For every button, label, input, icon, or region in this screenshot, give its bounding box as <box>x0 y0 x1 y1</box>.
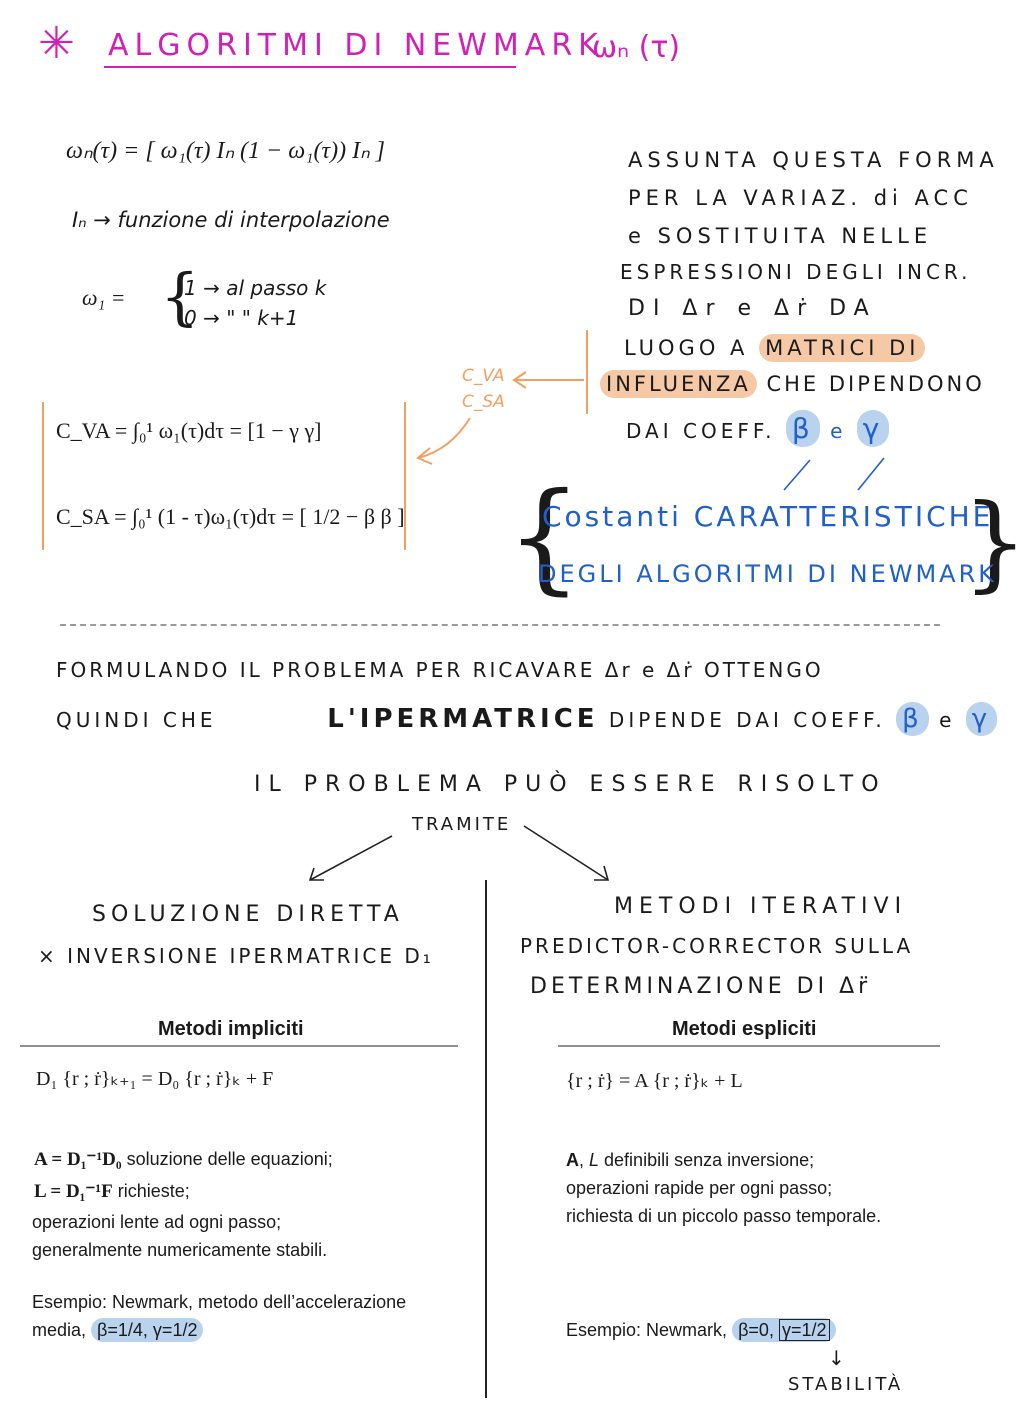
explicit-params-highlight <box>732 1318 835 1342</box>
arrow-tramite-left <box>310 836 392 880</box>
page-subtitle: ωₙ (τ) <box>592 30 681 65</box>
left-branch-line-1: SOLUZIONE DIRETTA <box>92 902 404 927</box>
hypermatrix-label: L'IPERMATRICE <box>327 704 599 734</box>
note-line-3: e SOSTITUITA NELLE <box>628 224 933 248</box>
implicit-a-line <box>34 1148 333 1171</box>
implicit-example: Esempio: Newmark, metodo dell’accelerazione <box>32 1292 407 1312</box>
implicit-a-text: soluzione delle equazioni; <box>126 1149 333 1169</box>
implicit-a-def: A = D₁⁻¹D₀ <box>34 1149 122 1170</box>
w1-case-1: 1 → al passo k <box>184 276 327 300</box>
note-line-7-text: CHE DIPENDONO <box>766 372 985 396</box>
right-branch-line-3: DETERMINAZIONE DI Δr̈ <box>530 974 872 999</box>
right-branch-line-2: PREDICTOR-CORRECTOR SULLA <box>520 934 914 958</box>
formulation-and: e <box>939 708 956 732</box>
explicit-l: L <box>589 1150 600 1170</box>
explicit-a: A <box>566 1150 579 1170</box>
note-line-6-text: LUOGO A <box>624 336 749 360</box>
explicit-example <box>566 1320 836 1341</box>
gamma-highlight-2: γ <box>966 702 997 736</box>
formulation-line-2c: DIPENDE DAI COEFF. <box>608 708 886 732</box>
section-separator <box>60 624 940 626</box>
beta-highlight-2: β <box>896 702 929 736</box>
constants-line-2: DEGLI ALGORITMI DI NEWMARK <box>538 560 997 588</box>
implicit-example-2-text: media, <box>32 1320 87 1340</box>
cva-formula: C_VA = ∫₀¹ ω₁(τ)dτ = [1 − γ γ] <box>56 418 322 443</box>
csa-label: C_SA <box>462 392 505 412</box>
explicit-text-1 <box>566 1150 814 1171</box>
implicit-equation: D₁ {r ; ṙ}ₖ₊₁ = D₀ {r ; ṙ}ₖ + F <box>36 1068 274 1090</box>
implicit-l-def: L = D₁⁻¹F <box>34 1181 113 1202</box>
beta-highlight: β <box>786 410 820 447</box>
influence-matrix-highlight: MATRICI DI <box>759 334 925 362</box>
star-icon: ✳ <box>38 18 75 69</box>
explicit-example-text: Esempio: Newmark, <box>566 1320 728 1340</box>
coefficient-bracket-left <box>42 402 44 550</box>
implicit-example-2 <box>32 1320 203 1341</box>
left-branch-line-2: × INVERSIONE IPERMATRICE D₁ <box>38 944 434 968</box>
implicit-methods-heading: Metodi impliciti <box>158 1018 304 1040</box>
explicit-methods-heading: Metodi espliciti <box>672 1018 817 1040</box>
tramite-label: TRAMITE <box>412 814 512 835</box>
page-title: ALGORITMI DI NEWMARK <box>108 28 604 63</box>
note-line-5: DI Δr e Δṙ DA <box>628 296 877 321</box>
explicit-equation: {r ; ṙ} = A {r ; ṙ}ₖ + L <box>566 1070 743 1092</box>
explicit-text-3: richiesta di un piccolo passo temporale. <box>566 1206 882 1226</box>
formulation-line-2 <box>56 704 997 734</box>
formulation-line-2a: QUINDI CHE <box>56 708 217 732</box>
w1-case-2: 0 → " " k+1 <box>184 306 299 330</box>
note-line-4: ESPRESSIONI DEGLI INCR. <box>620 260 972 284</box>
right-branch-line-1: METODI ITERATIVI <box>614 894 908 919</box>
explicit-beta: β=0, <box>738 1320 774 1340</box>
implicit-text-4: generalmente numericamente stabili. <box>32 1240 328 1260</box>
note-line-1: ASSUNTA QUESTA FORMA <box>628 148 999 172</box>
w1-brace: { <box>160 260 200 333</box>
explicit-text-1-rest: definibili senza inversione; <box>599 1150 815 1170</box>
csa-formula: C_SA = ∫₀¹ (1 - τ)ω₁(τ)dτ = [ 1/2 − β β ] <box>56 504 405 529</box>
constants-brace-right: } <box>962 481 1028 603</box>
arrow-tramite-right <box>524 826 608 880</box>
note-and: e <box>830 419 847 443</box>
note-line-8-text: DAI COEFF. <box>626 419 776 443</box>
w1-label: ω₁ = <box>82 285 126 310</box>
stability-arrow: ↓ <box>828 1346 845 1370</box>
arrow-beta <box>784 460 810 490</box>
implicit-text-3: operazioni lente ad ogni passo; <box>32 1212 282 1232</box>
arrow-gamma <box>858 458 884 490</box>
cva-label: C_VA <box>462 366 505 386</box>
explicit-comma: , <box>579 1150 590 1170</box>
implicit-l-line <box>34 1180 190 1203</box>
note-line-2: PER LA VARIAZ. di ACC <box>628 186 973 210</box>
explicit-gamma-boxed: γ=1/2 <box>779 1319 830 1341</box>
stability-label: STABILITÀ <box>788 1374 904 1395</box>
gamma-highlight: γ <box>857 410 890 447</box>
implicit-l-text: richieste; <box>117 1181 190 1201</box>
influence-highlight: INFLUENZA <box>600 370 757 398</box>
formulation-line-3: IL PROBLEMA PUÒ ESSERE RISOLTO <box>254 772 887 797</box>
interpolation-note: Iₙ → funzione di interpolazione <box>72 208 390 232</box>
formulation-line-1: FORMULANDO IL PROBLEMA PER RICAVARE Δr e Δṙ OTTENGO <box>56 658 824 682</box>
constants-brace-left: { <box>506 468 583 607</box>
constants-line-1: Costanti CARATTERISTICHE <box>542 500 994 533</box>
shape-function-definition: ωₙ(τ) = [ ω₁(τ) Iₙ (1 − ω₁(τ)) Iₙ ] <box>66 138 385 164</box>
implicit-params-highlight: β=1/4, γ=1/2 <box>91 1318 203 1342</box>
explicit-text-2: operazioni rapide per ogni passo; <box>566 1178 833 1198</box>
